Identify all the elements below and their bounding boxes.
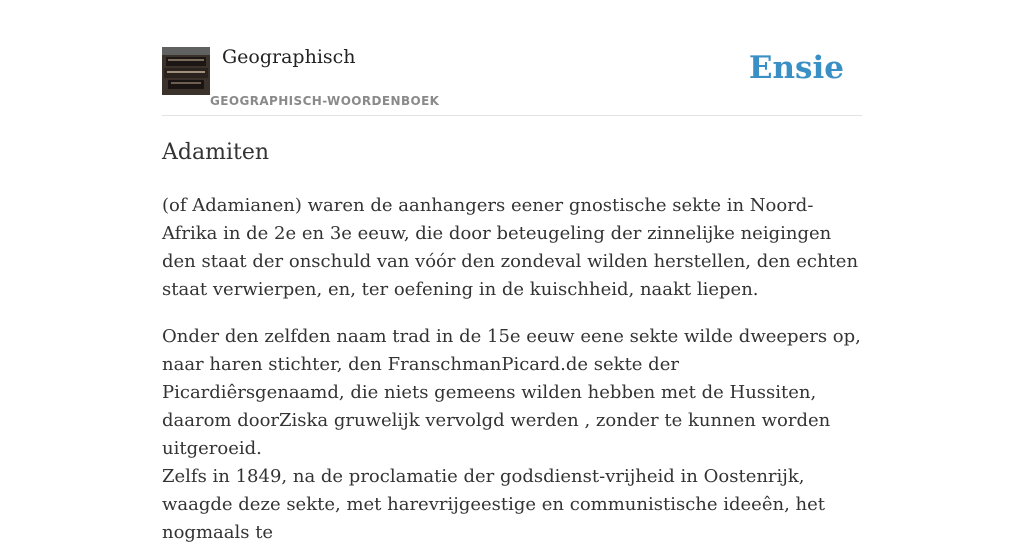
collection-avatar[interactable] <box>162 47 210 95</box>
collection-title[interactable]: Geographisch <box>222 46 356 68</box>
collection-header <box>162 0 862 116</box>
book-stack-icon <box>162 47 210 95</box>
ensie-logo[interactable]: Ensie <box>748 50 844 86</box>
article-paragraph: (of Adamianen) waren de aanhangers eener gnostische sekte in Noord-Afrika in de 2e en 3e eeuw, die door beteugeling der zinnelijke neigingen den staat der onschuld van vóór den zondeval wilden herstellen, den echten staat verwierpen, en, ter oefening in de kuischheid, naakt liepen. <box>162 195 859 300</box>
page-title: Adamiten <box>162 140 270 165</box>
article-paragraph: Zelfs in 1849, na de proclamatie der godsdienst-vrijheid in Oostenrijk, waagde deze sekte, met harevrijgeestige en communistische ideeên, het nogmaals te <box>162 466 825 543</box>
content-container <box>162 0 862 543</box>
collection-slug[interactable]: GEOGRAPHISCH-WOORDENBOEK <box>210 94 440 108</box>
article-paragraph: Onder den zelfden naam trad in de 15e eeuw eene sekte wilde dweepers op, naar haren stichter, den FranschmanPicard.de sekte der Picardiêrsgenaamd, die niets gemeens wilden hebben met de Hussiten, daarom doorZiska gruwelijk vervolgd werden , zonder te kunnen worden uitgeroeid. <box>162 326 861 459</box>
